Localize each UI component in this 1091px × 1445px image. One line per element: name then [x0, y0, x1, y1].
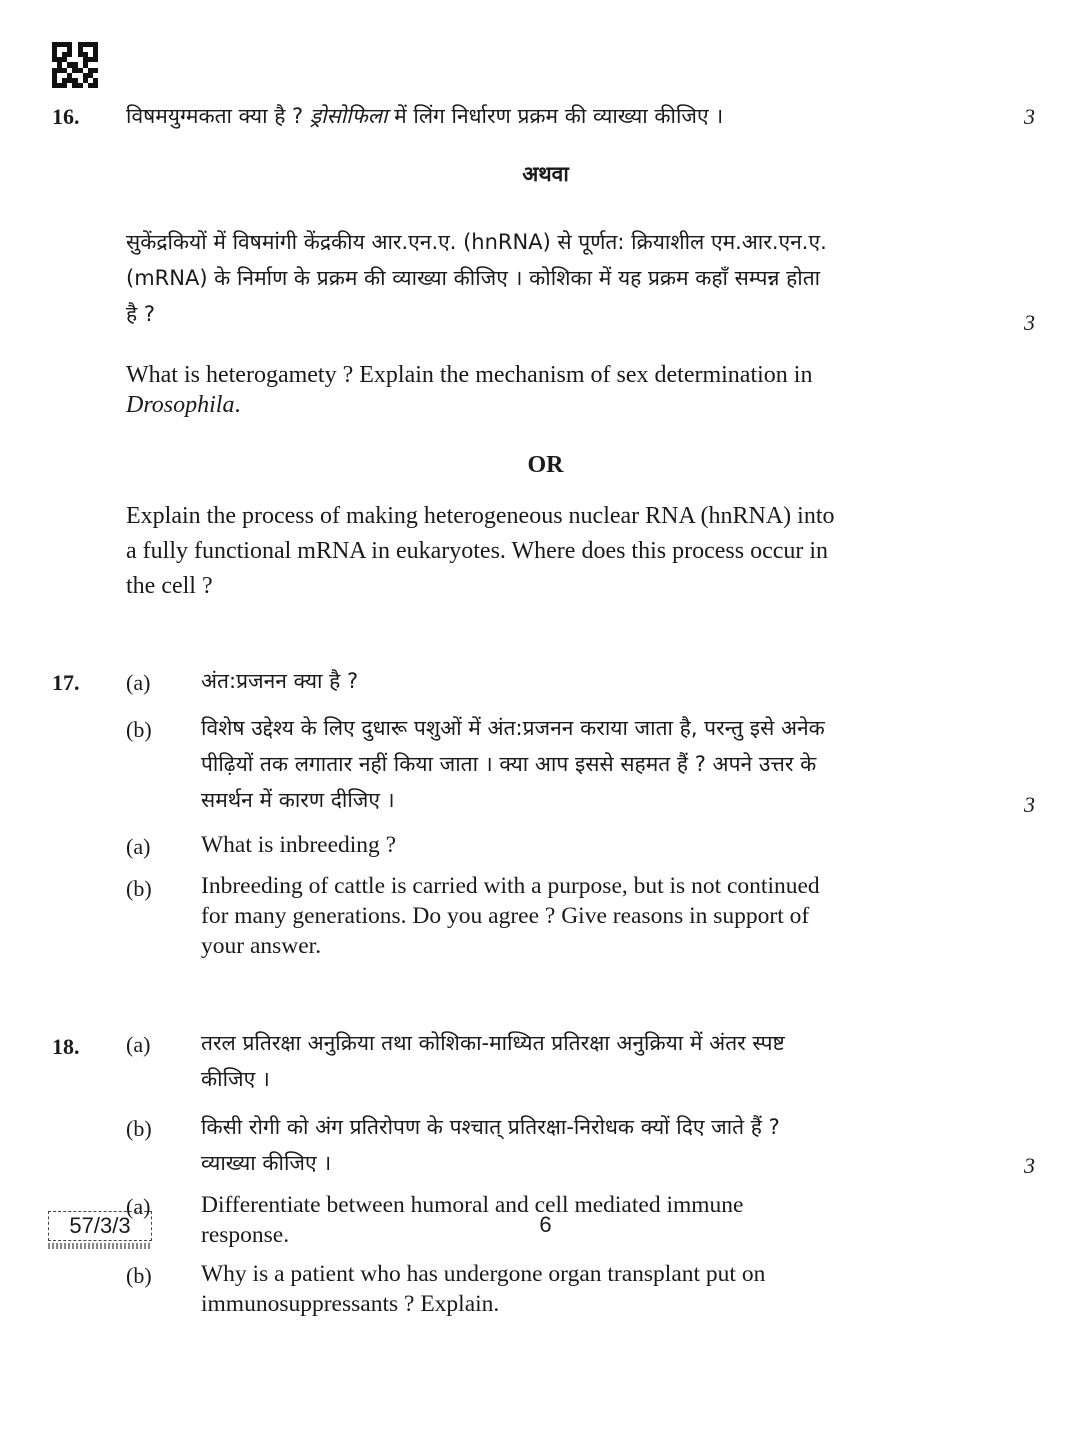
q16-english-or: OR: [527, 452, 564, 478]
q16-hindi-alt-line: है ?: [126, 302, 155, 326]
q16-hindi-alt-line: सुकेंद्रकियों में विषमांगी केंद्रकीय आर.एन.ए. (hnRNA) से पूर्णत: क्रियाशील एम.आर.एन.ए.: [126, 230, 827, 254]
q17-english-a-line: What is inbreeding ?: [201, 832, 397, 858]
q17-english-b-line: Inbreeding of cattle is carried with a purpose, but is not continued: [201, 873, 820, 899]
question-number-17: 17.: [52, 670, 80, 695]
q16-english-line: [126, 390, 980, 420]
q16-english-alt-line: a fully functional mRNA in eukaryotes. Where does this process occur in: [126, 538, 829, 564]
q17-marks: 3: [1024, 792, 1035, 817]
q17-english-b: [201, 871, 979, 961]
q18-item-label: (b): [126, 1263, 152, 1288]
q17-item-label: (b): [126, 717, 152, 742]
q16-hindi-italic-term: ड्रोसोफिला: [309, 104, 388, 128]
q18-item-label: (a): [126, 1032, 151, 1057]
q16-english-period: .: [234, 392, 241, 418]
q16-alt-marks: 3: [1024, 310, 1035, 335]
q16-english-italic-term: Drosophila: [126, 392, 235, 418]
q17-hindi-b-line: समर्थन में कारण दीजिए ।: [201, 788, 395, 812]
page-number: 6: [539, 1212, 552, 1237]
q16-hindi-text-b: में लिंग निर्धारण प्रक्रम की व्याख्या कीजिए ।: [387, 104, 724, 128]
q17-english-a: [201, 830, 979, 860]
q17-hindi-a-line: अंत:प्रजनन क्या है ?: [201, 669, 359, 693]
q16-english-question: [126, 360, 980, 420]
q17-english-b-line: your answer.: [201, 933, 322, 959]
q18-hindi-a-line: कीजिए ।: [201, 1067, 270, 1091]
question-number-18: 18.: [52, 1034, 80, 1059]
q16-english-alternative: [126, 499, 980, 604]
q18-hindi-a: [201, 1025, 979, 1097]
q17-hindi-b: [201, 710, 979, 818]
q16-hindi-or: अथवा: [522, 162, 569, 186]
q18-hindi-a-line: तरल प्रतिरक्षा अनुक्रिया तथा कोशिका-माध्यित प्रतिरक्षा अनुक्रिया में अंतर स्पष्ट: [201, 1031, 785, 1055]
q17-item-label: (a): [126, 670, 151, 695]
q18-english-b-line: immunosuppressants ? Explain.: [201, 1291, 500, 1317]
q18-english-b: [201, 1259, 979, 1319]
q18-hindi-b-line: किसी रोगी को अंग प्रतिरोपण के पश्चात् प्रतिरक्षा-निरोधक क्यों दिए जाते हैं ?: [201, 1115, 780, 1139]
barcode-strip: [48, 1243, 152, 1249]
q16-hindi-text-a: विषमयुग्मकता क्या है ?: [126, 104, 310, 128]
q16-hindi-alternative: [126, 224, 980, 332]
q17-hindi-b-line: विशेष उद्देश्य के लिए दुधारू पशुओं में अंत:प्रजनन कराया जाता है, परन्तु इसे अनेक: [201, 716, 825, 740]
q17-item-label: (a): [126, 834, 151, 859]
q16-english-alt-line: the cell ?: [126, 573, 213, 599]
q16-english-alt-line: Explain the process of making heterogeneous nuclear RNA (hnRNA) into: [126, 503, 835, 529]
q17-hindi-b-line: पीढ़ियों तक लगातार नहीं किया जाता । क्या आप इससे सहमत हैं ? अपने उत्तर के: [201, 752, 817, 776]
q16-marks: 3: [1024, 104, 1035, 129]
q18-hindi-b: [201, 1109, 979, 1181]
qr-code: [52, 42, 98, 88]
question-number-16: 16.: [52, 104, 80, 129]
q17-item-label: (b): [126, 876, 152, 901]
q16-english-line: What is heterogamety ? Explain the mechanism of sex determination in: [126, 362, 813, 388]
q17-hindi-a: [201, 663, 979, 699]
q16-hindi-alt-line: (mRNA) के निर्माण के प्रक्रम की व्याख्या कीजिए । कोशिका में यह प्रक्रम कहाँ सम्पन्न होता: [126, 266, 821, 290]
qr-module: [93, 83, 98, 88]
q18-english-a-line: response.: [201, 1222, 290, 1248]
q16-hindi-question: [126, 98, 723, 134]
q18-item-label: (b): [126, 1116, 152, 1141]
q18-marks: 3: [1024, 1153, 1035, 1178]
q18-hindi-b-line: व्याख्या कीजिए ।: [201, 1151, 332, 1175]
q18-english-a-line: Differentiate between humoral and cell mediated immune: [201, 1192, 744, 1218]
q18-item-label: (a): [126, 1194, 151, 1219]
q18-english-b-line: Why is a patient who has undergone organ transplant put on: [201, 1261, 766, 1287]
q17-english-b-line: for many generations. Do you agree ? Give reasons in support of: [201, 903, 810, 929]
paper-code-box: 57/3/3: [48, 1211, 152, 1241]
